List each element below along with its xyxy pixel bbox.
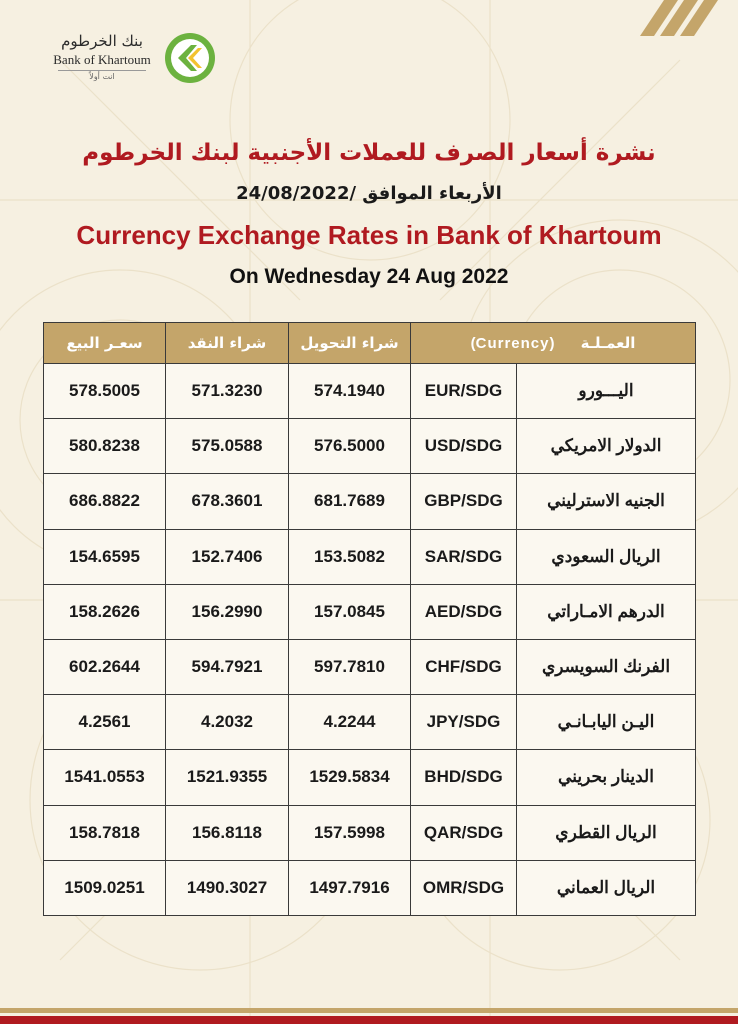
rate-cash-buy: 678.3601 <box>166 474 289 529</box>
date-english: On Wednesday 24 Aug 2022 <box>229 265 509 288</box>
rate-sell: 580.8238 <box>44 419 166 474</box>
rate-sell: 158.7818 <box>44 805 166 860</box>
rate-cash-buy: 571.3230 <box>166 364 289 419</box>
rate-cash-buy: 156.8118 <box>166 805 289 860</box>
currency-code: BHD/SDG <box>411 750 517 805</box>
bottom-red-bar <box>0 1016 738 1024</box>
rate-cash-buy: 575.0588 <box>166 419 289 474</box>
rate-sell: 602.2644 <box>44 639 166 694</box>
rate-sell: 154.6595 <box>44 529 166 584</box>
currency-code: GBP/SDG <box>411 474 517 529</box>
rate-sell: 578.5005 <box>44 364 166 419</box>
rate-sell: 1509.0251 <box>44 860 166 915</box>
header-currency-en: (Currency) <box>470 335 555 352</box>
currency-name: الريال السعودي <box>517 529 696 584</box>
title-english: Currency Exchange Rates in Bank of Khartoum <box>76 220 662 250</box>
currency-name: الدينار بحريني <box>517 750 696 805</box>
bottom-gold-line <box>0 1008 738 1013</box>
rate-sell: 1541.0553 <box>44 750 166 805</box>
table-row <box>44 529 696 584</box>
table-row <box>44 860 696 915</box>
rate-transfer-buy: 597.7810 <box>289 639 411 694</box>
table-row <box>44 695 696 750</box>
currency-name: الريال العماني <box>517 860 696 915</box>
rate-transfer-buy: 1497.7916 <box>289 860 411 915</box>
logo-english-name: Bank of Khartoum <box>53 52 151 67</box>
currency-code: AED/SDG <box>411 584 517 639</box>
header-currency <box>411 323 696 364</box>
table-row <box>44 750 696 805</box>
rate-cash-buy: 1521.9355 <box>166 750 289 805</box>
exchange-rates-table <box>43 322 696 916</box>
date-arabic: الأربعاء الموافق /24/08/2022 <box>236 183 502 204</box>
rate-cash-buy: 594.7921 <box>166 639 289 694</box>
logo-divider <box>58 70 146 71</box>
table-row <box>44 419 696 474</box>
rate-cash-buy: 1490.3027 <box>166 860 289 915</box>
rate-cash-buy: 4.2032 <box>166 695 289 750</box>
header-transfer-buy: شراء التحويل <box>289 323 411 364</box>
table-header-row <box>44 323 696 364</box>
bank-logo <box>52 32 222 88</box>
header-cash-buy: شراء النقد <box>166 323 289 364</box>
rate-sell: 158.2626 <box>44 584 166 639</box>
currency-code: EUR/SDG <box>411 364 517 419</box>
currency-code: CHF/SDG <box>411 639 517 694</box>
table-row <box>44 639 696 694</box>
rate-transfer-buy: 157.5998 <box>289 805 411 860</box>
title-arabic: نشرة أسعار الصرف للعملات الأجنبية لبنك الخرطوم <box>82 140 656 166</box>
currency-code: USD/SDG <box>411 419 517 474</box>
bank-logo-mark-icon <box>164 32 216 84</box>
logo-tagline: انت أولاً <box>89 72 115 81</box>
rate-transfer-buy: 574.1940 <box>289 364 411 419</box>
rate-transfer-buy: 153.5082 <box>289 529 411 584</box>
table-row <box>44 584 696 639</box>
rate-sell: 4.2561 <box>44 695 166 750</box>
corner-stripes-decoration <box>620 0 720 36</box>
currency-name: الجنيه الاسترليني <box>517 474 696 529</box>
header-currency-ar: العمـلـة <box>580 334 636 352</box>
logo-arabic-name: بنك الخرطوم <box>61 32 143 50</box>
table-row <box>44 364 696 419</box>
currency-code: OMR/SDG <box>411 860 517 915</box>
currency-name: اليـــورو <box>517 364 696 419</box>
rate-cash-buy: 152.7406 <box>166 529 289 584</box>
table-row <box>44 805 696 860</box>
currency-name: الدولار الامريكي <box>517 419 696 474</box>
table-row <box>44 474 696 529</box>
currency-code: QAR/SDG <box>411 805 517 860</box>
rate-transfer-buy: 576.5000 <box>289 419 411 474</box>
rate-transfer-buy: 157.0845 <box>289 584 411 639</box>
currency-name: الريال القطري <box>517 805 696 860</box>
currency-code: JPY/SDG <box>411 695 517 750</box>
currency-code: SAR/SDG <box>411 529 517 584</box>
rate-cash-buy: 156.2990 <box>166 584 289 639</box>
rate-transfer-buy: 1529.5834 <box>289 750 411 805</box>
header-sell: سعـر البيع <box>44 323 166 364</box>
currency-name: اليـن اليابـانـي <box>517 695 696 750</box>
currency-name: الفرنك السويسري <box>517 639 696 694</box>
currency-name: الدرهم الامـاراتي <box>517 584 696 639</box>
rate-sell: 686.8822 <box>44 474 166 529</box>
rate-transfer-buy: 681.7689 <box>289 474 411 529</box>
rate-transfer-buy: 4.2244 <box>289 695 411 750</box>
